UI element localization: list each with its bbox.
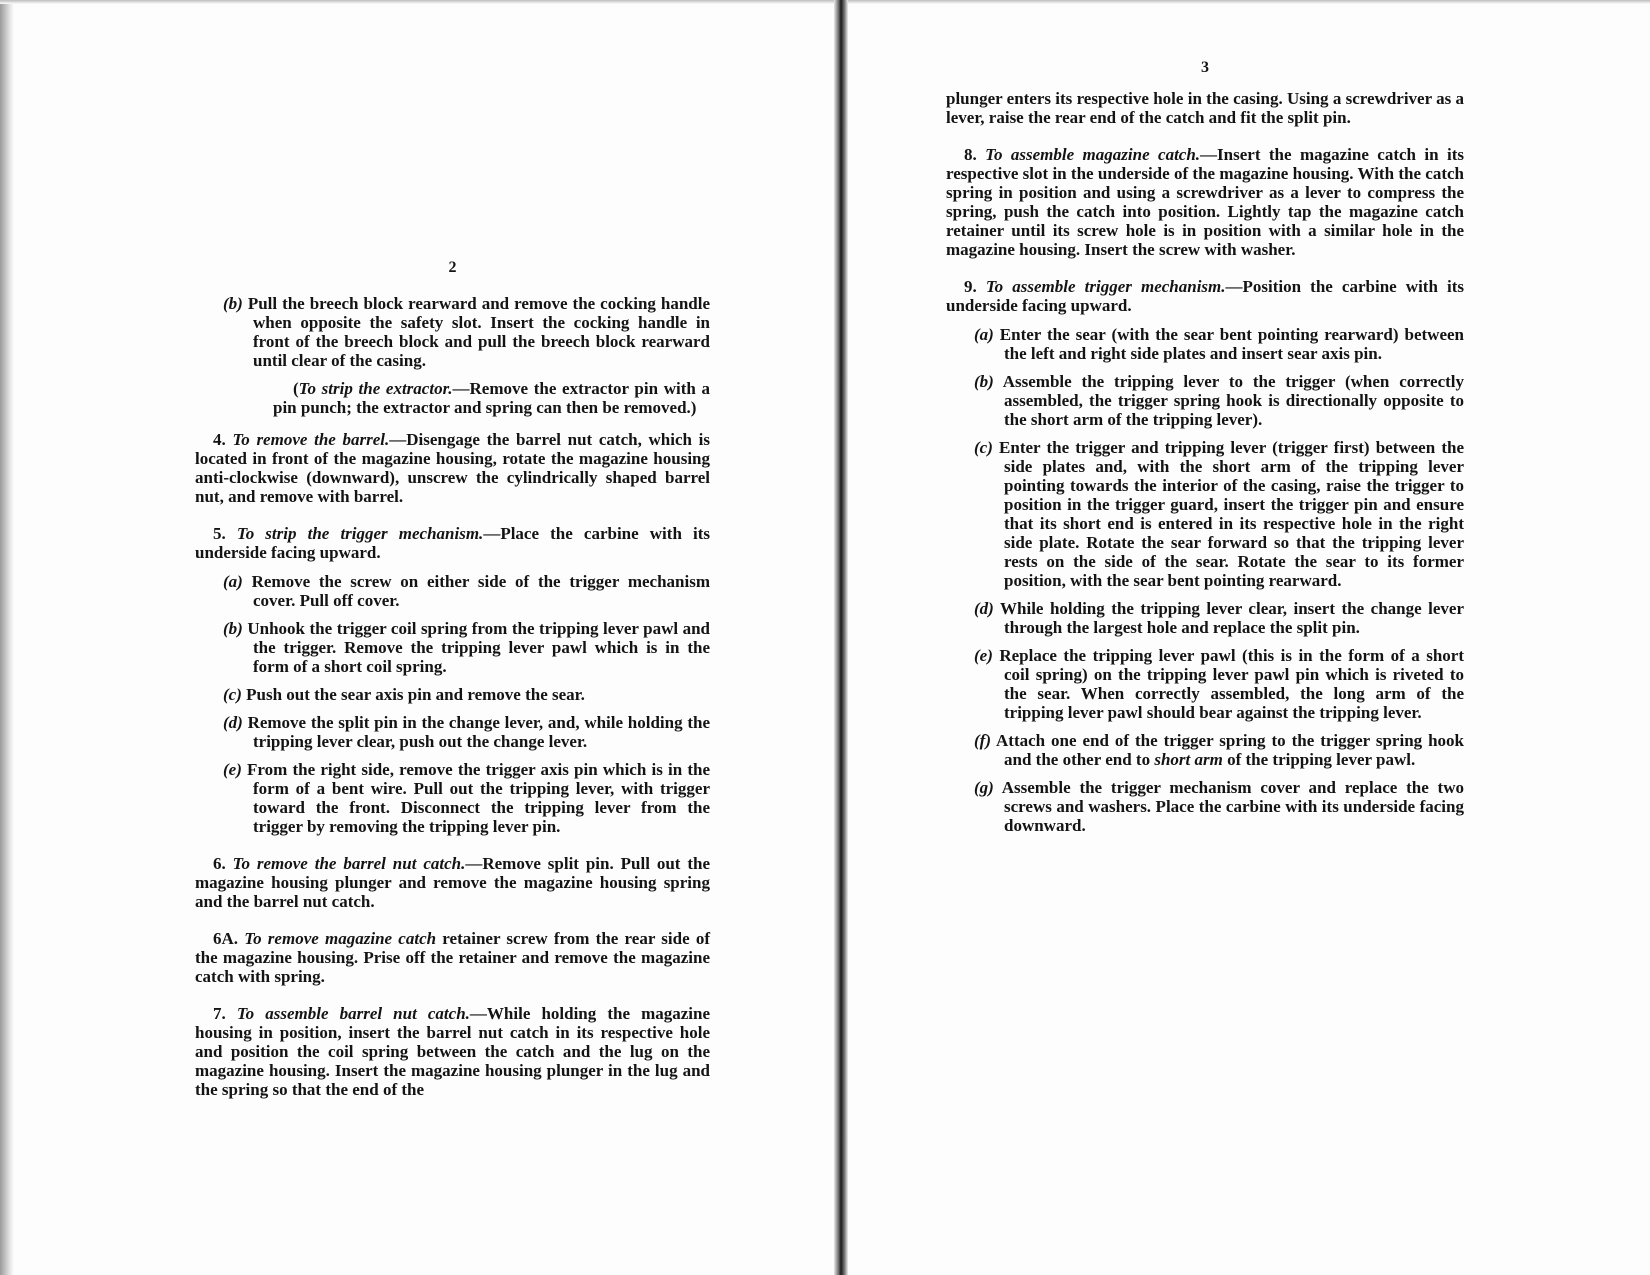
- item-text-end: of the tripping lever pawl.: [1222, 750, 1416, 769]
- paragraph-7: [195, 1004, 710, 1099]
- item-text: Enter the sear (with the sear bent pointing rearward) between the left and right side plates and insert sear axis pin.: [999, 325, 1464, 363]
- item-9f: [946, 731, 1464, 769]
- page-number: 2: [448, 259, 457, 276]
- item-text: Remove the split pin in the change lever, and, while holding the tripping lever clear, push out the change lever.: [247, 713, 710, 751]
- item-label: (b): [974, 372, 994, 391]
- extractor-note: [195, 379, 710, 417]
- left-page-text: [195, 258, 710, 1117]
- paragraph-number: 6A.: [213, 929, 239, 948]
- item-text: Enter the trigger and tripping lever (trigger first) between the side plates and, with the short arm of the tripping lever pointing towards the interior of the casing, raise the trigger to position in the trigger guard, insert the trigger pin and ensure that its short end is entered in its respective hole in the right side plate. Rotate the sear forward so that the tripping lever rests on the side of the sear. Rotate the sear to its former position, with the sear bent pointing rearward.: [999, 438, 1465, 590]
- paragraph-5: [195, 524, 710, 562]
- item-9g: [946, 778, 1464, 835]
- right-page-text: [946, 58, 1464, 844]
- paragraph-heading: To assemble magazine catch.: [985, 145, 1201, 164]
- continuation-text: plunger enters its respective hole in the casing. Using a screwdriver as a lever, raise the rear end of the catch and fit the split pin.: [946, 89, 1464, 127]
- item-text: From the right side, remove the trigger axis pin which is in the form of a bent wire. Pull out the tripping lever, with trigger toward the front. Disconnect the tripping lever from the trigger by removing the tripping lever pin.: [247, 760, 710, 836]
- page-edge-shadow: [0, 0, 14, 1275]
- item-text: Pull the breech block rearward and remove the cocking handle when opposite the safety slot. Insert the cocking handle in front of the breech block and pull the breech block rearward until clear of the casing.: [247, 294, 711, 370]
- paragraph-4: [195, 430, 710, 506]
- paragraph-heading: To remove the barrel nut catch.: [232, 854, 466, 873]
- item-label: (f): [974, 731, 991, 750]
- top-edge-shadow: [0, 0, 1650, 4]
- paragraph-text: —Remove split pin. Pull out the magazine housing plunger and remove the magazine housing spring and the barrel nut catch.: [195, 854, 710, 911]
- paragraph-text: —Place the carbine with its underside facing upward.: [195, 524, 711, 562]
- paragraph-text: —Insert the magazine catch in its respective slot in the underside of the magazine housing. With the catch spring in position and using a screwdriver as a lever to compress the spring, push the catch into position. Lightly tap the magazine catch retainer until its screw hole is in position with a similar hole in the magazine housing. Insert the screw with washer.: [946, 145, 1464, 259]
- item-5e: [195, 760, 710, 836]
- item-emphasis: short arm: [1154, 750, 1223, 769]
- note-open-paren: (: [293, 379, 299, 398]
- item-9c: [946, 438, 1464, 590]
- item-text: Remove the screw on either side of the trigger mechanism cover. Pull off cover.: [251, 572, 710, 610]
- item-text: Unhook the trigger coil spring from the tripping lever pawl and the trigger. Remove the tripping lever pawl which is in the form of a short coil spring.: [247, 619, 710, 676]
- item-label: (c): [974, 438, 993, 457]
- item-label: (a): [223, 572, 243, 591]
- paragraph-number: 6.: [213, 854, 226, 873]
- item-label: (b): [223, 294, 243, 313]
- item-label: (c): [223, 685, 242, 704]
- paragraph-heading: To assemble trigger mechanism.: [985, 277, 1226, 296]
- item-5b: [195, 619, 710, 676]
- item-text: Replace the tripping lever pawl (this is in the form of a short coil spring) on the tripping lever pawl pin which is riveted to the sear. When correctly assembled, the long arm of the tripping lever pawl should bear against the tripping lever.: [999, 646, 1465, 722]
- item-label: (e): [223, 760, 242, 779]
- paragraph-number: 9.: [964, 277, 977, 296]
- paragraph-number: 5.: [213, 524, 226, 543]
- note-text: —Remove the extractor pin with a pin punch; the extractor and spring can then be removed.): [273, 379, 710, 417]
- item-label: (d): [974, 599, 994, 618]
- paragraph-heading: To remove magazine catch: [244, 929, 437, 948]
- page-number: 3: [1201, 59, 1209, 76]
- item-3b: [195, 294, 710, 370]
- paragraph-heading: To assemble barrel nut catch.: [236, 1004, 470, 1023]
- note-heading: To strip the extractor.: [298, 379, 453, 398]
- paragraph-number: 8.: [964, 145, 977, 164]
- item-5a: [195, 572, 710, 610]
- paragraph-text: —Position the carbine with its underside facing upward.: [946, 277, 1465, 315]
- paragraph-heading: To remove the barrel.: [232, 430, 390, 449]
- item-label: (d): [223, 713, 243, 732]
- item-9d: [946, 599, 1464, 637]
- paragraph-text: —While holding the magazine housing in position, insert the barrel nut catch in its respective hole and position the coil spring between the catch and the lug on the magazine housing. Insert the magazine housing plunger in the lug and the spring so that the end of the: [195, 1004, 711, 1099]
- paragraph-8: [946, 145, 1464, 259]
- item-text: Attach one end of the trigger spring to the trigger spring hook and the other end to: [996, 731, 1465, 769]
- item-text: Push out the sear axis pin and remove the sear.: [246, 685, 585, 704]
- item-9e: [946, 646, 1464, 722]
- paragraph-number: 4.: [213, 430, 226, 449]
- item-9b: [946, 372, 1464, 429]
- item-label: (e): [974, 646, 993, 665]
- item-label: (b): [223, 619, 243, 638]
- paragraph-heading: To strip the trigger mechanism.: [236, 524, 484, 543]
- paragraph-6: [195, 854, 710, 911]
- book-gutter: [834, 0, 848, 1275]
- item-label: (a): [974, 325, 994, 344]
- item-5d: [195, 713, 710, 751]
- paragraph-text: retainer screw from the rear side of the magazine housing. Prise off the retainer and remove the magazine catch with spring.: [195, 929, 711, 986]
- item-text: Assemble the tripping lever to the trigger (when correctly assembled, the trigger spring hook is directionally opposite to the short arm of the tripping lever).: [1002, 372, 1464, 429]
- paragraph-text: —Disengage the barrel nut catch, which is located in front of the magazine housing, rotate the magazine housing anti-clockwise (downward), unscrew the cylindrically shaped barrel nut, and remove with barrel.: [195, 430, 711, 506]
- item-label: (g): [974, 778, 994, 797]
- item-5c: [195, 685, 710, 704]
- paragraph-number: 7.: [213, 1004, 226, 1023]
- paragraph-6a: [195, 929, 710, 986]
- item-9a: [946, 325, 1464, 363]
- item-text: While holding the tripping lever clear, insert the change lever through the largest hole and replace the split pin.: [1000, 599, 1464, 637]
- paragraph-9: [946, 277, 1464, 315]
- item-text: Assemble the trigger mechanism cover and replace the two screws and washers. Place the carbine with its underside facing downward.: [1001, 778, 1464, 835]
